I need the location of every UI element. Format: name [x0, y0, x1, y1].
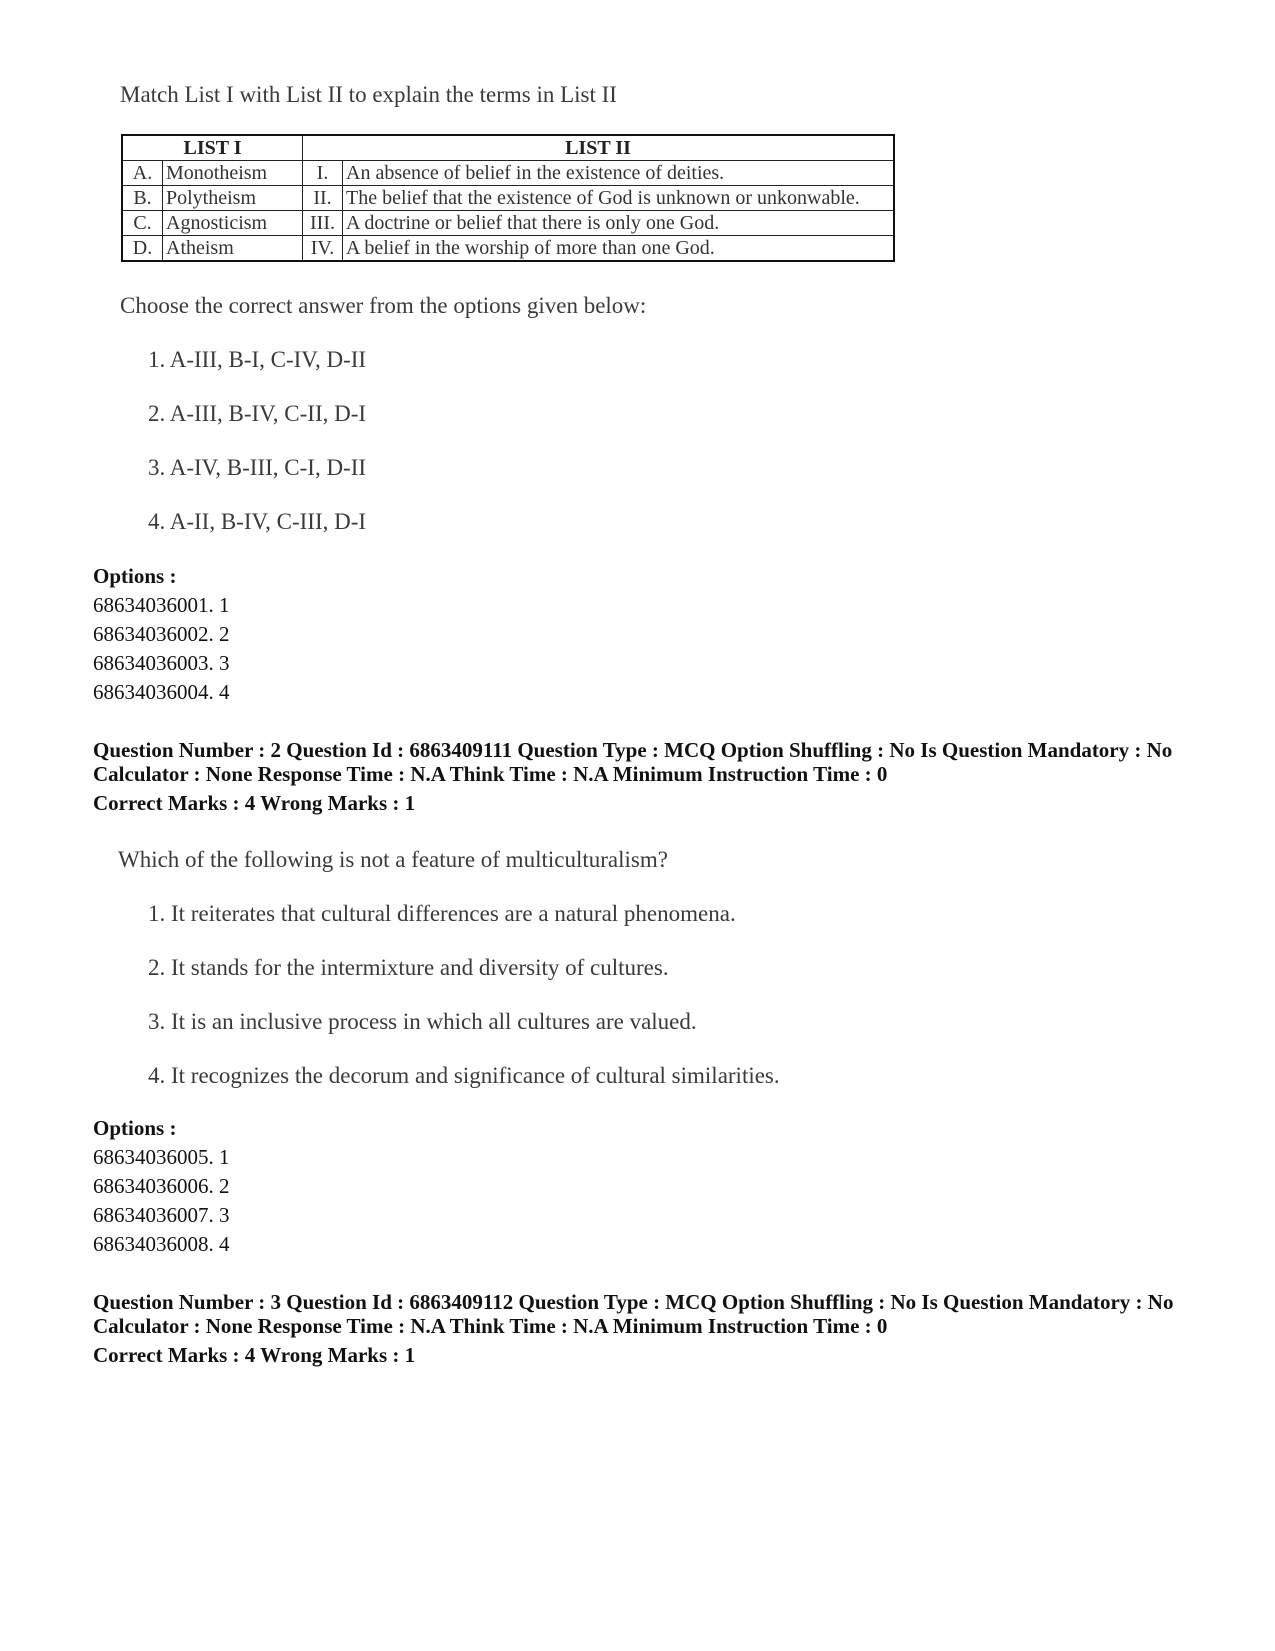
row-term: Agnosticism	[163, 211, 303, 236]
table-row	[122, 236, 894, 262]
q2-meta-line2: Calculator : None Response Time : N.A Think Time : N.A Minimum Instruction Time : 0	[93, 762, 888, 786]
q2-options-label: Options :	[93, 1116, 177, 1140]
list1-header: LIST I	[122, 135, 303, 161]
q2-choice-3: 3. It is an inclusive process in which all cultures are valued.	[148, 1009, 697, 1034]
row-key: D.	[122, 236, 163, 262]
table-row	[122, 211, 894, 236]
q1-options-label: Options :	[93, 564, 177, 588]
list2-header: LIST II	[303, 135, 895, 161]
q3-meta-line1: Question Number : 3 Question Id : 6863409112 Question Type : MCQ Option Shuffling : No Is Question Mandatory : No	[93, 1290, 1174, 1314]
q2-prompt: Which of the following is not a feature of multiculturalism?	[118, 847, 668, 872]
q1-choice-2: 2. A-III, B-IV, C-II, D-I	[148, 401, 367, 426]
q3-meta-line2: Calculator : None Response Time : N.A Think Time : N.A Minimum Instruction Time : 0	[93, 1314, 888, 1338]
row-def: A doctrine or belief that there is only one God.	[343, 211, 895, 236]
row-key: C.	[122, 211, 163, 236]
q1-option-4: 68634036004. 4	[93, 680, 230, 704]
q3-marks: Correct Marks : 4 Wrong Marks : 1	[93, 1343, 416, 1367]
table-row	[122, 186, 894, 211]
row-rkey: IV.	[303, 236, 343, 262]
q1-option-2: 68634036002. 2	[93, 622, 230, 646]
row-key: A.	[122, 161, 163, 186]
q1-choice-3: 3. A-IV, B-III, C-I, D-II	[148, 455, 367, 480]
q2-option-4: 68634036008. 4	[93, 1232, 230, 1256]
q2-choice-1: 1. It reiterates that cultural differences are a natural phenomena.	[148, 901, 736, 926]
q2-choice-4: 4. It recognizes the decorum and significance of cultural similarities.	[148, 1063, 780, 1088]
match-table-header	[122, 135, 894, 161]
q1-choice-1: 1. A-III, B-I, C-IV, D-II	[148, 347, 367, 372]
table-row	[122, 161, 894, 186]
q1-choice-4: 4. A-II, B-IV, C-III, D-I	[148, 509, 367, 534]
q1-option-3: 68634036003. 3	[93, 651, 230, 675]
row-term: Atheism	[163, 236, 303, 262]
row-term: Monotheism	[163, 161, 303, 186]
match-table	[121, 134, 895, 262]
q2-marks: Correct Marks : 4 Wrong Marks : 1	[93, 791, 416, 815]
q2-option-3: 68634036007. 3	[93, 1203, 230, 1227]
row-def: The belief that the existence of God is unknown or unkonwable.	[343, 186, 895, 211]
row-key: B.	[122, 186, 163, 211]
row-def: A belief in the worship of more than one God.	[343, 236, 895, 262]
q1-instruction: Choose the correct answer from the options given below:	[120, 293, 647, 318]
q2-option-1: 68634036005. 1	[93, 1145, 230, 1169]
q1-prompt: Match List I with List II to explain the terms in List II	[120, 82, 617, 107]
row-def: An absence of belief in the existence of deities.	[343, 161, 895, 186]
row-term: Polytheism	[163, 186, 303, 211]
q2-meta-line1: Question Number : 2 Question Id : 6863409111 Question Type : MCQ Option Shuffling : No Is Question Mandatory : No	[93, 738, 1173, 762]
q2-option-2: 68634036006. 2	[93, 1174, 230, 1198]
row-rkey: II.	[303, 186, 343, 211]
q1-option-1: 68634036001. 1	[93, 593, 230, 617]
q2-choice-2: 2. It stands for the intermixture and diversity of cultures.	[148, 955, 669, 980]
row-rkey: I.	[303, 161, 343, 186]
row-rkey: III.	[303, 211, 343, 236]
